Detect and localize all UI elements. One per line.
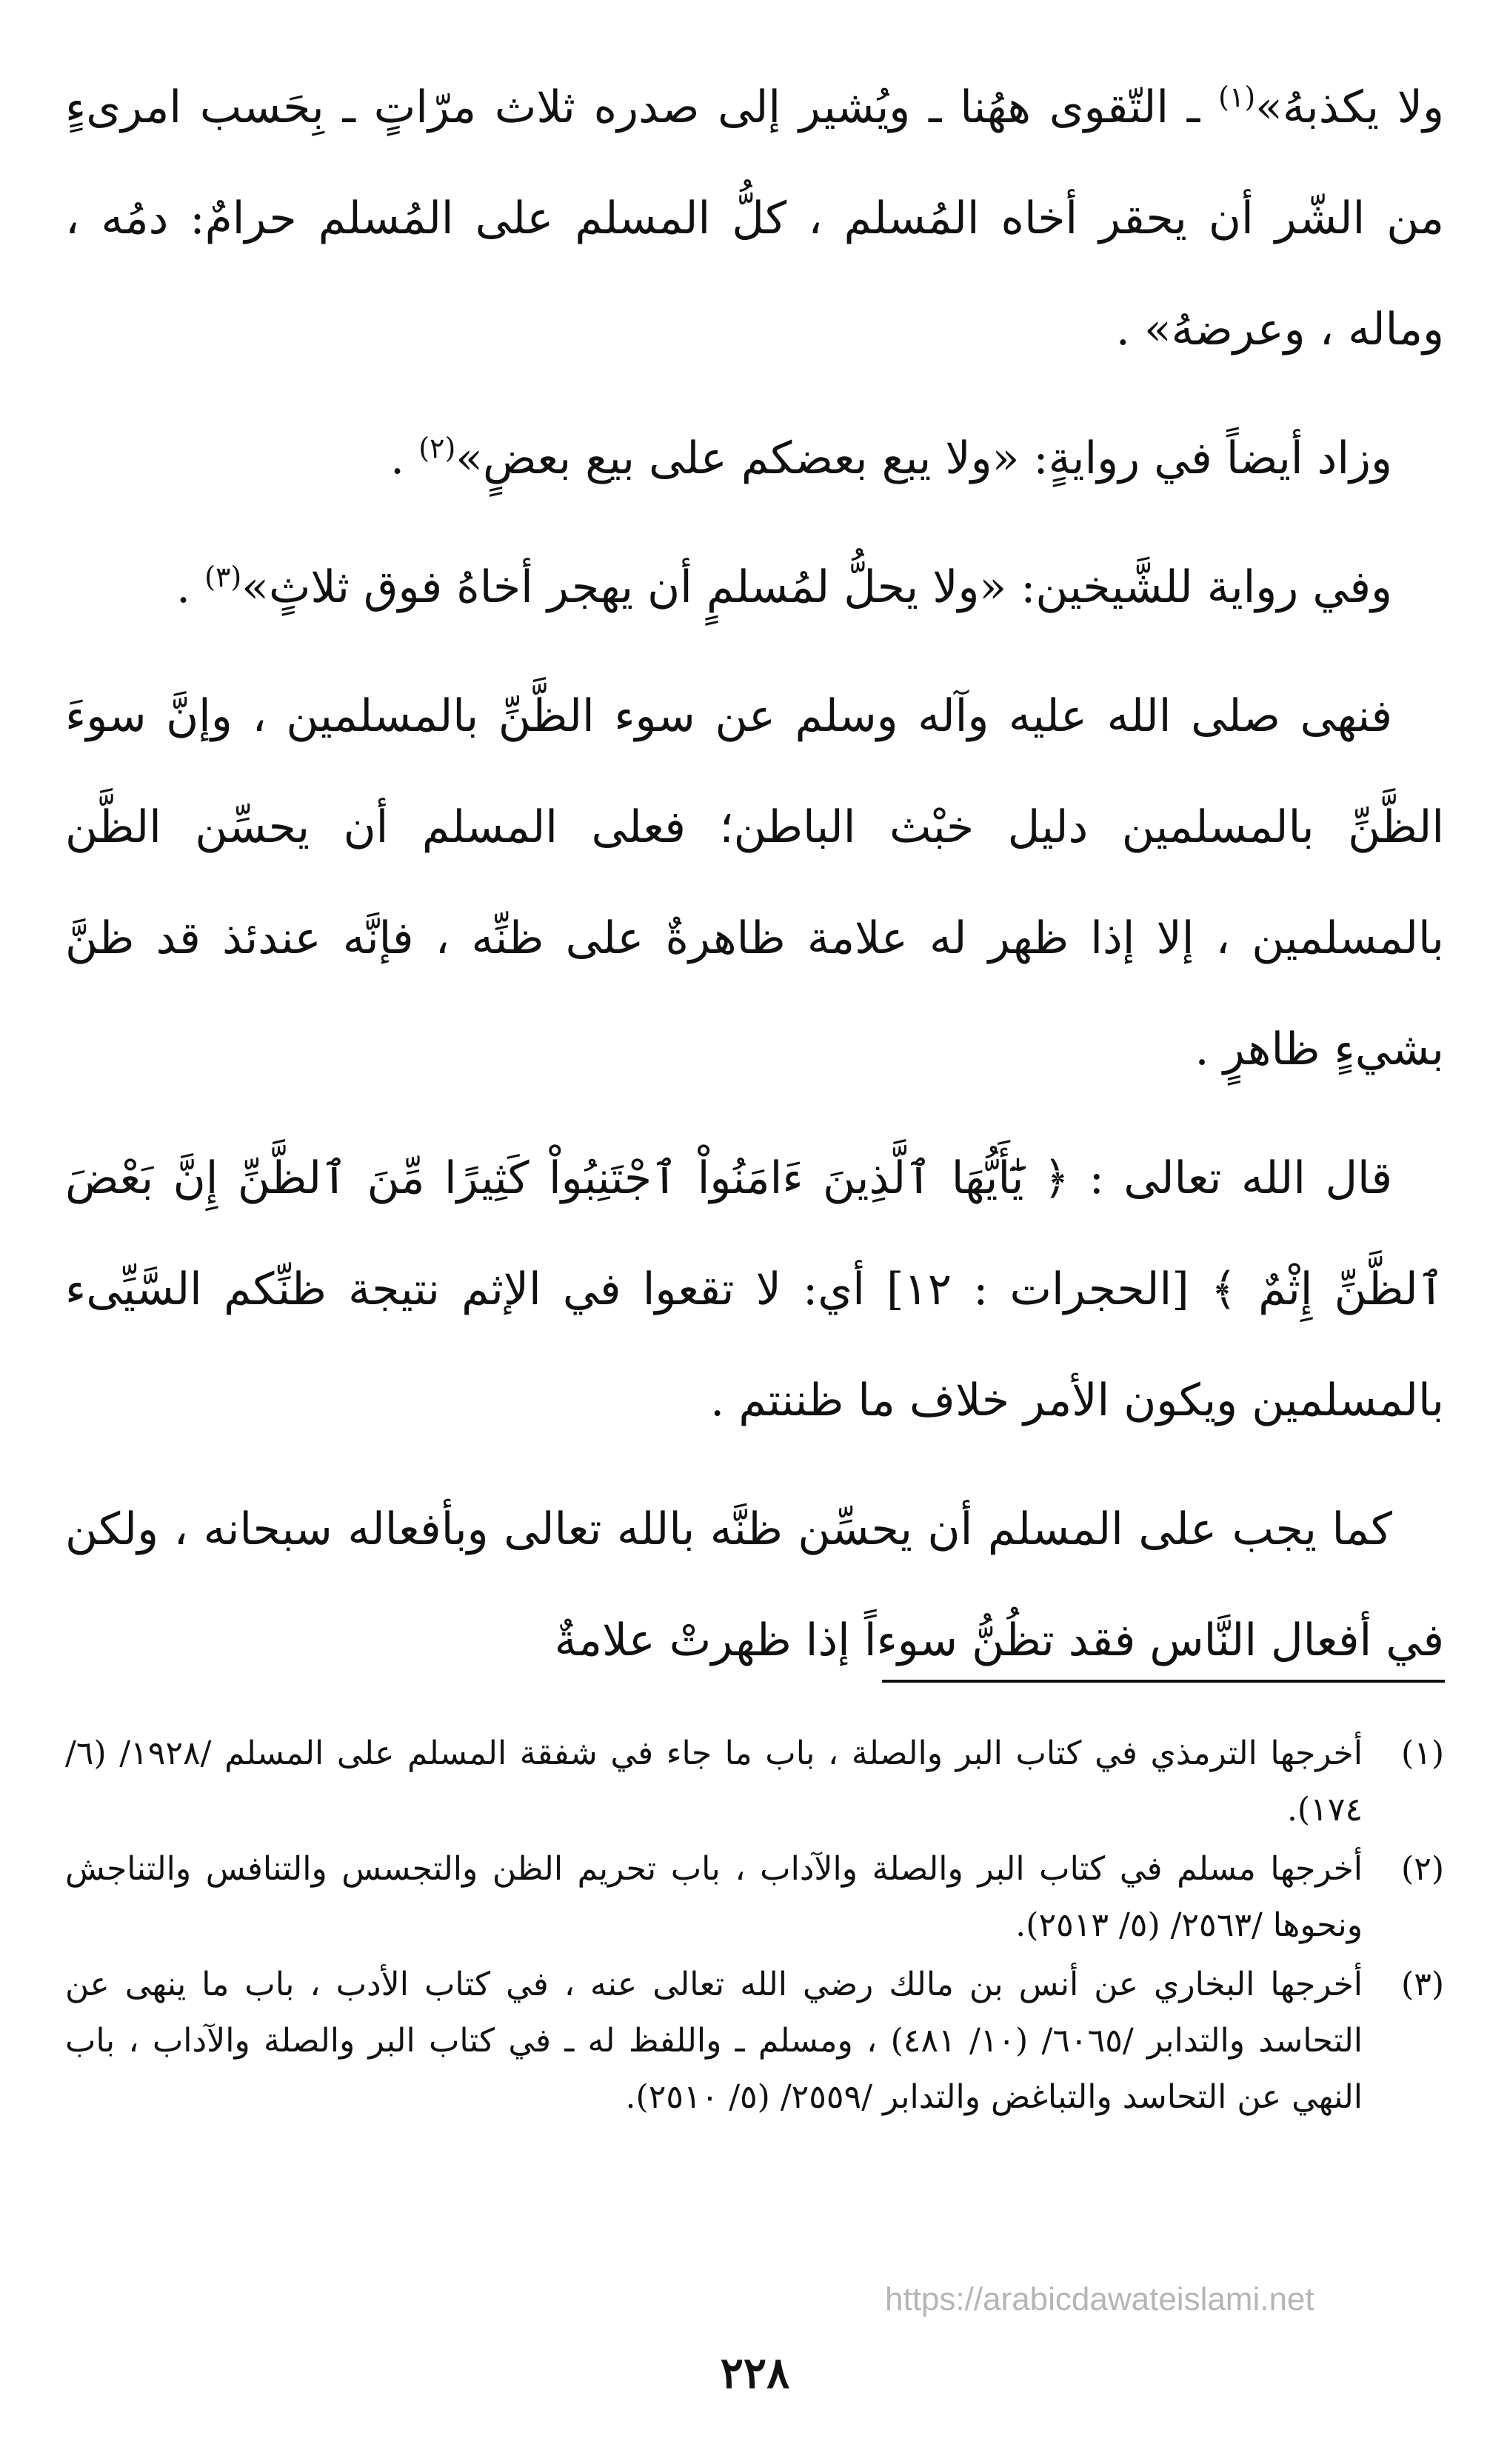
footnote-number: (١) xyxy=(1401,1735,1444,1772)
quran-verse: ﴿ يَٰٓأَيُّهَا ٱلَّذِينَ ءَامَنُواْ ٱجْتَنِبُواْ كَثِيرًا مِّنَ ٱلظَّنِّ إِنَّ بَعْضَ ٱلظَّنِّ إِثْمٌ ﴾ xyxy=(65,1152,1444,1315)
watermark-url: https://arabicdawateislami.net xyxy=(885,2281,1314,2317)
paragraph-5 xyxy=(65,1123,1444,1456)
paragraph-4-text: فنهى صلى الله عليه وآله وسلم عن سوء الظَّنِّ بالمسلمين ، وإنَّ سوءَ الظَّنِّ بالمسلمين دليل خبْث الباطن؛ فعلى المسلم أن يحسِّن الظَّن بالمسلمين ، إلا إذا ظهر له علامة ظاهرةٌ على ظنِّه ، فإنَّه عندئذ قد ظنَّ بشيءٍ ظاهرٍ . xyxy=(65,690,1444,1075)
paragraph-1 xyxy=(65,52,1444,385)
paragraph-6 xyxy=(65,1474,1444,1696)
paragraph-2-text: وزاد أيضاً في روايةٍ: «ولا يبع بعضكم على بيع بعضٍ» xyxy=(455,433,1392,484)
footnote-1 xyxy=(65,1726,1444,1838)
footnote-ref-3[interactable]: (٣) xyxy=(204,561,242,593)
paragraph-3-text: وفي رواية للشَّيخين: «ولا يحلُّ لمُسلمٍ أن يهجر أخاهُ فوق ثلاثٍ» xyxy=(241,561,1392,613)
paragraph-5-lead: قال الله تعالى : xyxy=(1069,1152,1393,1204)
paragraph-1-text: ولا يكذبهُ» xyxy=(1255,81,1444,133)
paragraph-3-end: . xyxy=(176,561,205,613)
paragraph-6-text: كما يجب على المسلم أن يحسِّن ظنَّه بالله تعالى وبأفعاله سبحانه ، ولكن في أفعال النَّاس فقد تظُنُّ سوءاً إذا ظهرتْ علامةٌ xyxy=(65,1503,1444,1666)
paragraph-1-rest: ـ التّقوى ههُنا ـ ويُشير إلى صدره ثلاث مرّاتٍ ـ بِحَسب امرىءٍ من الشّر أن يحقر أخاه المُسلم ، كلُّ المسلم على المُسلم حرامٌ: دمُه ، وماله ، وعرضهُ» . xyxy=(65,81,1445,355)
footnote-ref-1[interactable]: (١) xyxy=(1218,81,1256,113)
footnote-text: أخرجها مسلم في كتاب البر والصلة والآداب ، باب تحريم الظن والتجسس والتنافس والتناجش ونحوها /٢٥٦٣/ (٥/ ٢٥١٣). xyxy=(65,1850,1363,1944)
footnote-ref-2[interactable]: (٢) xyxy=(418,432,456,464)
paragraph-5-rest: [الحجرات : ١٢] أي: لا تقعوا في الإثم نتيجة ظنِّكم السَّيِّىء بالمسلمين ويكون الأمر خلاف ما ظننتم . xyxy=(65,1263,1444,1426)
paragraph-4 xyxy=(65,661,1444,1105)
footnote-number: (٣) xyxy=(1401,1966,1444,2003)
footnotes xyxy=(65,1726,1444,2129)
footnote-2 xyxy=(65,1841,1444,1954)
footnote-text: أخرجها البخاري عن أنس بن مالك رضي الله تعالى عنه ، في كتاب الأدب ، باب ما ينهى عن التحاسد والتدابر /٦٠٦٥/ (١٠/ ٤٨١) ، ومسلم ـ واللفظ له ـ في كتاب البر والصلة والآداب ، باب النهي عن التحاسد والتباغض والتدابر /٢٥٥٩/ (٥/ ٢٥١٠). xyxy=(65,1966,1363,2116)
paragraph-2-end: . xyxy=(390,433,419,484)
paragraph-2 xyxy=(65,403,1444,514)
footnote-text: أخرجها الترمذي في كتاب البر والصلة ، باب ما جاء في شفقة المسلم على المسلم /١٩٢٨/ (٦/ ١٧٤). xyxy=(65,1735,1363,1829)
page-number: ٢٢٨ xyxy=(720,2348,790,2398)
paragraph-3 xyxy=(65,532,1444,643)
footnote-3 xyxy=(65,1957,1444,2126)
footnote-separator xyxy=(882,1680,1445,1683)
footnote-number: (٢) xyxy=(1401,1850,1444,1888)
